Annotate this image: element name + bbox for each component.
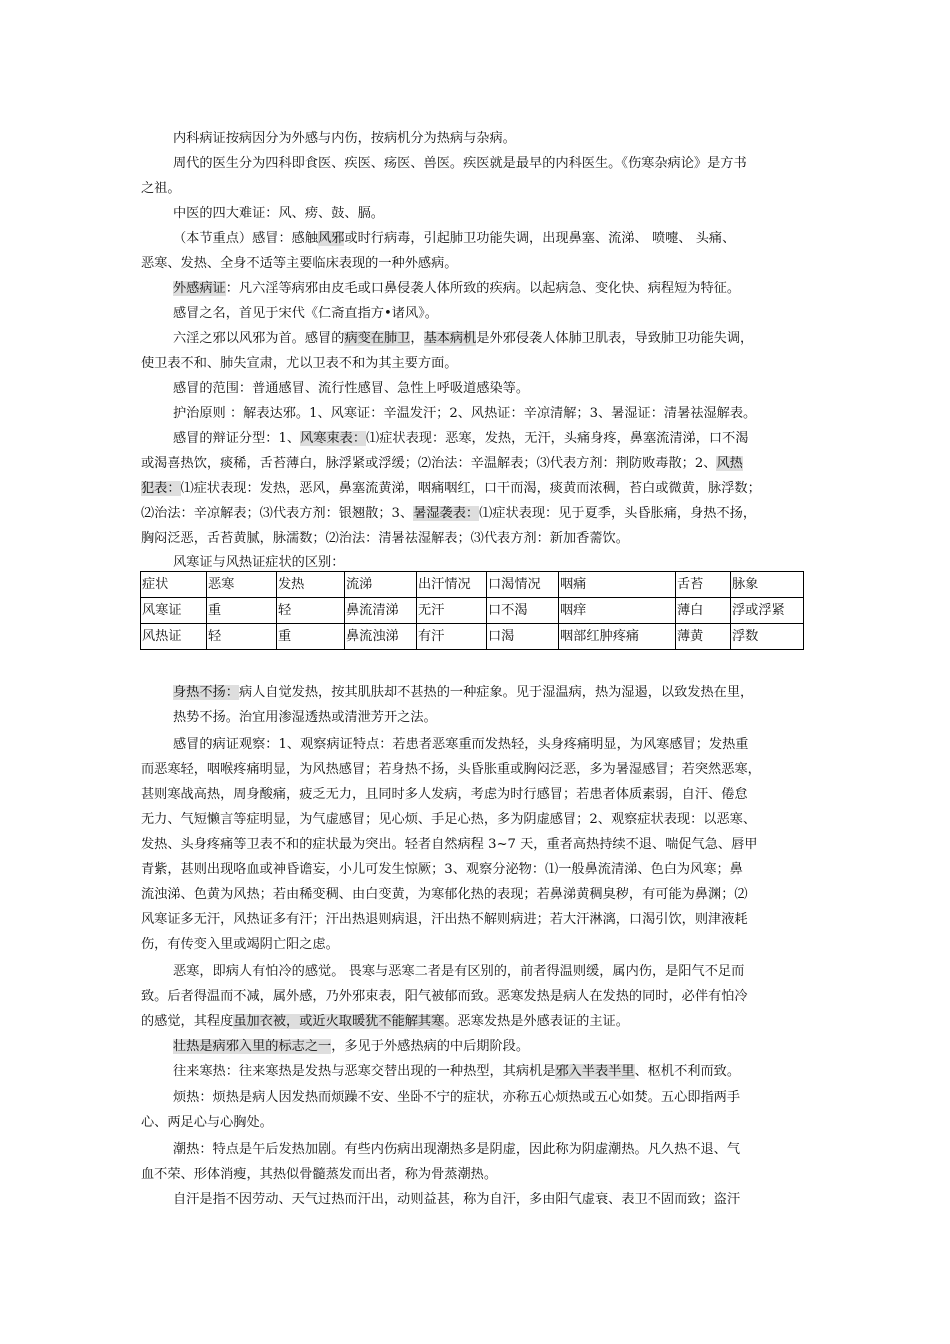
para-observation-line5: 发热、头身疼痛等卫表不和的症状最为突出。轻者自然病程 3~7 天，重者高热持续不退、喘促气急、唇甲: [141, 837, 758, 852]
text: 、枢机不利而致。: [634, 1064, 741, 1079]
para-observation-line3: 甚则寒战高热，周身酸痛，疲乏无力，且同时多人发病，考虑为时行感冒；若患者体质素弱，自汗、倦怠: [141, 787, 748, 802]
header-cell: 脉象: [731, 572, 804, 598]
para-spontaneous-sweat: 自汗是指不因劳动、天气过热而汗出，动则益甚，称为自汗，多由阳气虚衰、表卫不固而致；盗汗: [173, 1192, 741, 1207]
table-cell: 咽部红肿疼痛: [559, 624, 676, 650]
para-exogenous-disease: [173, 276, 740, 301]
header-cell: 恶寒: [207, 572, 277, 598]
para-alternating-fever: [173, 1059, 740, 1084]
para-tidal-fever-line1: 潮热：特点是午后发热加剧。有些内伤病出现潮热多是阴虚，因此称为阴虚潮热。凡久热不退、气: [173, 1142, 741, 1157]
text: （本节重点）感冒：感触: [173, 231, 319, 246]
table-cell: 重: [277, 624, 345, 650]
highlight-wind-evil: 风邪: [318, 231, 345, 246]
header-cell: 症状: [141, 572, 207, 598]
para-zhou-doctors-line2: 之祖。: [141, 181, 181, 196]
table-cell: 薄白: [676, 598, 731, 624]
para-vexing-heat-line2: 心、两足心与心胸处。: [141, 1115, 273, 1130]
para-cold-definition-line2: 恶寒、发热、全身不适等主要临床表现的一种外感病。: [141, 256, 458, 271]
highlight-cold-degree: 虽加衣被，或近火取暖犹不能解其寒: [233, 1014, 445, 1029]
para-syndrome-types-line1: [173, 426, 748, 451]
highlight-summer-damp: 暑湿袭表：: [413, 506, 480, 521]
text: 。恶寒发热是外感表证的主证。: [444, 1014, 629, 1029]
table-cell: 鼻流浊涕: [345, 624, 417, 650]
text: 是外邪侵袭人体肺卫肌表，导致肺卫功能失调，: [476, 331, 754, 346]
highlight-wind-heat: 风热: [716, 456, 743, 471]
table-cell: 风热证: [141, 624, 207, 650]
para-zhou-doctors-line1: 周代的医生分为四科即食医、疾医、疡医、兽医。疾医就是最早的内科医生。《伤寒杂病论》是方书: [173, 156, 747, 171]
para-observation-line8: 风寒证多无汗，风热证多有汗；汗出热退则病退，汗出热不解则病进；若大汗淋漓，口渴引饮，则津液耗: [141, 912, 748, 927]
para-cold-definition-line1: [173, 226, 735, 251]
header-cell: 流涕: [345, 572, 417, 598]
header-cell: 出汗情况: [417, 572, 487, 598]
table-header-row: [141, 572, 804, 598]
table-cell: 鼻流清涕: [345, 598, 417, 624]
para-vexing-heat-line1: 烦热：烦热是病人因发热而烦躁不安、坐卧不宁的症状，亦称五心烦热或五心如焚。五心即指两手: [173, 1090, 741, 1105]
text: 或时行病毒，引起肺卫功能失调，出现鼻塞、流涕、 喷嚏、 头痛、: [344, 231, 736, 246]
para-observation-line4: 无力、气短懒言等症明显，为气虚感冒；见心烦、手足心热，多为阴虚感冒；2、观察症状表现：以恶寒、: [141, 812, 757, 827]
text: ⑴症状表现：见于夏季，头昏胀痛，身热不扬，: [479, 506, 757, 521]
highlight-basic-pathogenesis: 基本病机: [423, 331, 477, 346]
para-observation-line9: 伤，有传变入里或竭阴亡阳之虑。: [141, 937, 339, 952]
para-observation-line6: 青紫，甚则出现咯血或神昏谵妄，小儿可发生惊厥；3、观察分泌物：⑴一般鼻流清涕、色白为风寒；鼻: [141, 862, 743, 877]
text: 感冒的辩证分型：1、: [173, 431, 301, 446]
text: ：凡六淫等病邪由皮毛或口鼻侵袭人体所致的疾病。以起病急、变化快、病程短为特征。: [225, 281, 741, 296]
para-treatment-principle: 护治原则 ：解表达邪。1、风寒证：辛温发汗；2、风热证：辛凉清解；3、暑湿证：清暑祛湿解表。: [173, 406, 757, 421]
para-syndrome-types-line4: [141, 501, 756, 526]
para-four-difficult: 中医的四大难证：风、痨、鼓、膈。: [173, 206, 384, 221]
para-high-fever: [173, 1034, 529, 1059]
para-syndrome-types-line5: 胸闷泛恶，舌苔黄腻，脉濡数；⑵治法：清暑祛湿解表；⑶代表方剂：新加香薷饮。: [141, 531, 629, 546]
table-row: [141, 598, 804, 624]
text: ⑵治法：辛凉解表；⑶代表方剂：银翘散；3、: [141, 506, 414, 521]
table-title: 风寒证与风热证症状的区别：: [173, 555, 345, 570]
header-cell: 发热: [277, 572, 345, 598]
para-syndrome-types-line2: [141, 451, 743, 476]
table-cell: 风寒证: [141, 598, 207, 624]
para-observation-line1: 感冒的病证观察：1、观察病证特点：若患者恶寒重而发热轻，头身疼痛明显，为风寒感冒；发热重: [173, 737, 749, 752]
text: 往来寒热：往来寒热是发热与恶寒交替出现的一种热型，其病机是: [173, 1064, 556, 1079]
para-body-heat-line2: 热势不扬。治宜用渗湿透热或清泄芳开之法。: [173, 710, 437, 725]
para-observation-line2: 而恶寒轻，咽喉疼痛明显，为风热感冒；若身热不扬，头昏胀重或胸闷泛恶，多为暑湿感冒；若突然恶寒，: [141, 762, 761, 777]
header-cell: 舌苔: [676, 572, 731, 598]
comparison-table: [140, 571, 804, 650]
table-cell: 有汗: [417, 624, 487, 650]
highlight-high-fever: 壮热是病邪入里的标志之一: [173, 1039, 332, 1054]
para-cold-origin: 感冒之名，首见于宋代《仁斋直指方•诸风》。: [173, 306, 438, 321]
table-cell: 轻: [207, 624, 277, 650]
highlight-wind-cold: 风寒束表：: [300, 431, 367, 446]
para-aversion-cold-line2: 致。后者得温而不减，属外感，乃外邪束表，阳气被郁而致。恶寒发热是病人在发热的同时，必伴有怕冷: [141, 989, 748, 1004]
text: 病人自觉发热，按其肌肤却不甚热的一种症象。见于湿温病，热为湿遏，以致发热在里，: [238, 685, 754, 700]
table-cell: 口不渴: [487, 598, 559, 624]
table-cell: 咽痒: [559, 598, 676, 624]
para-pathogenesis-line1: [173, 326, 753, 351]
table-cell: 浮或浮紧: [731, 598, 804, 624]
highlight-body-heat: 身热不扬：: [173, 685, 239, 700]
table-cell: 薄黄: [676, 624, 731, 650]
text: ⑴症状表现：恶寒，发热，无汗，头痛身疼，鼻塞流清涕，口不渴: [366, 431, 749, 446]
table-cell: 无汗: [417, 598, 487, 624]
text: 六淫之邪以风邪为首。感冒的: [173, 331, 345, 346]
para-observation-line7: 流浊涕、色黄为风热；若由稀变稠、由白变黄，为寒郁化热的表现；若鼻涕黄稠臭秽，有可能为鼻渊；⑵: [141, 887, 748, 902]
text: ⑴症状表现：发热，恶风，鼻塞流黄涕，咽痛咽红，口干而渴，痰黄而浓稠，苔白或微黄，脉浮数；: [180, 481, 761, 496]
para-aversion-cold-line1: 恶寒，即病人有怕冷的感觉。 畏寒与恶寒二者是有区别的，前者得温则缓，属内伤，是阳气不足而: [173, 964, 745, 979]
highlight-half-exterior: 邪入半表半里: [555, 1064, 635, 1079]
header-cell: 咽痛: [559, 572, 676, 598]
table-cell: 重: [207, 598, 277, 624]
para-syndrome-types-line3: [141, 476, 761, 501]
table-row: [141, 624, 804, 650]
text: ，: [410, 331, 424, 346]
header-cell: 口渴情况: [487, 572, 559, 598]
highlight-lesion-site: 病变在肺卫: [344, 331, 411, 346]
highlight-invade-exterior: 犯表：: [141, 481, 181, 496]
text: 的感觉，其程度: [141, 1014, 234, 1029]
text: 或渴喜热饮，痰稀，舌苔薄白，脉浮紧或浮缓；⑵治法：辛温解表；⑶代表方剂：荆防败毒散；2、: [141, 456, 717, 471]
para-aversion-cold-line3: [141, 1009, 629, 1034]
para-tidal-fever-line2: 血不荣、形体消瘦，其热似骨髓蒸发而出者，称为骨蒸潮热。: [141, 1167, 498, 1182]
para-body-heat-line1: [173, 680, 753, 705]
para-classification: 内科病证按病因分为外感与内伤，按病机分为热病与杂病。: [173, 131, 516, 146]
table-cell: 浮数: [731, 624, 804, 650]
table-cell: 口渴: [487, 624, 559, 650]
table-cell: 轻: [277, 598, 345, 624]
para-cold-scope: 感冒的范围：普通感冒、流行性感冒、急性上呼吸道感染等。: [173, 381, 530, 396]
highlight-exogenous: 外感病证: [173, 281, 226, 296]
para-pathogenesis-line2: 使卫表不和、肺失宣肃，尤以卫表不和为其主要方面。: [141, 356, 458, 371]
text: ，多见于外感热病的中后期阶段。: [331, 1039, 530, 1054]
